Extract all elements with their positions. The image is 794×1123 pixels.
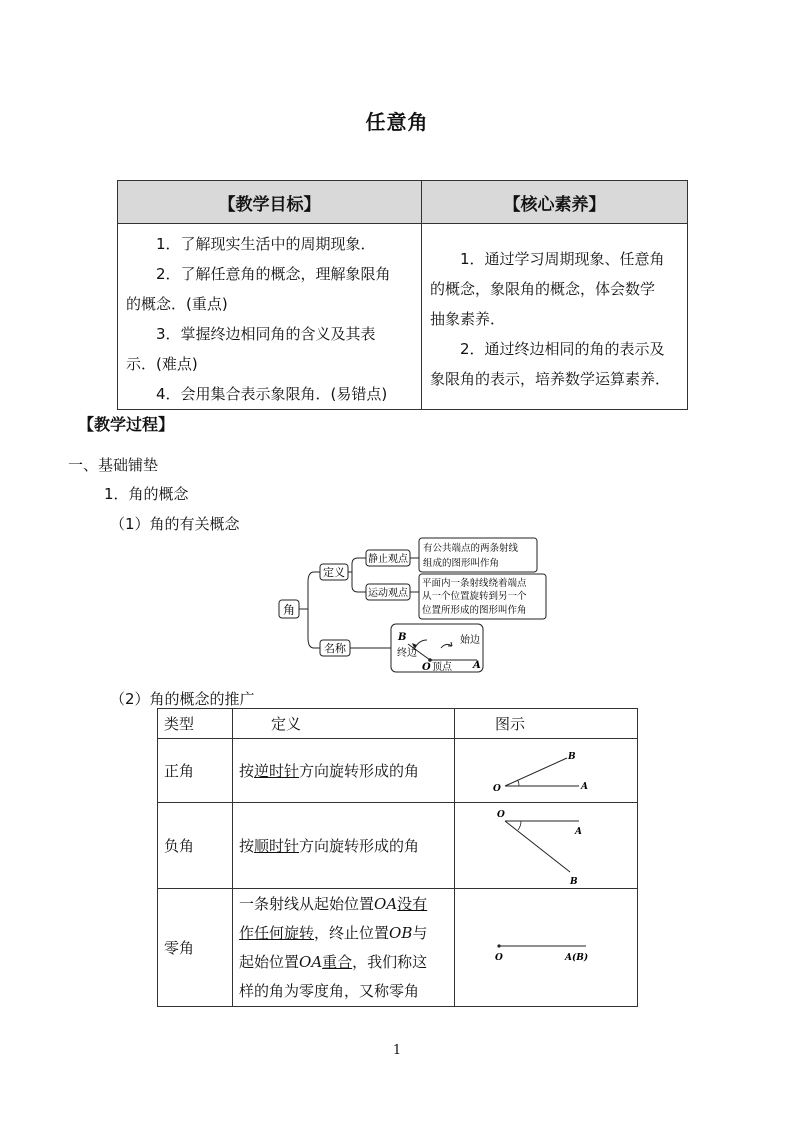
label-b: B [570, 876, 578, 887]
vertex-label: 顶点 [432, 662, 452, 673]
literacy-cell [422, 224, 688, 410]
literacy-header: 【核心素养】 [422, 181, 688, 224]
goals-cell [118, 224, 422, 410]
angle-concept-diagram [270, 532, 560, 682]
goal-line: 3．掌握终边相同角的含义及其表 [156, 325, 376, 343]
literacy-line: 抽象素养． [430, 310, 506, 328]
point-a-label: A [473, 660, 481, 671]
process-heading: 【教学过程】 [78, 415, 175, 434]
objectives-table [117, 180, 688, 410]
motion-definition-text: 平面内一条射线绕着端点 [422, 578, 527, 589]
root-label: 角 [282, 603, 296, 617]
definition-positive: 按逆时针方向旋转形成的角 [233, 739, 455, 803]
figure-positive [455, 739, 638, 803]
definition-label: 定义 [323, 566, 345, 579]
static-view-label: 静止观点 [368, 554, 408, 565]
page-number: 1 [392, 1043, 402, 1058]
definition-negative: 按顺时针方向旋转形成的角 [233, 803, 455, 889]
definition-header: 定义 [233, 709, 455, 739]
table-row [158, 803, 638, 889]
label-a: A [575, 826, 582, 837]
literacy-line: 2．通过终边相同的角的表示及 [460, 340, 665, 358]
label-o: O [497, 809, 505, 820]
figure-zero [455, 889, 638, 1007]
goal-line: 1．了解现实生活中的周期现象． [156, 235, 376, 253]
static-definition-text: 有公共端点的两条射线 [423, 543, 519, 554]
type-positive: 正角 [158, 739, 233, 803]
type-header: 类型 [158, 709, 233, 739]
table-row [158, 739, 638, 803]
terminal-side-label: 终边 [397, 648, 417, 659]
page-title: 任意角 [365, 110, 429, 134]
label-ab: A(B) [565, 952, 589, 963]
label-o: O [493, 783, 501, 794]
figure-header: 图示 [455, 709, 638, 739]
goals-header: 【教学目标】 [118, 181, 422, 224]
vertex-o-label: O [422, 662, 431, 673]
static-definition-text: 组成的图形叫作角 [423, 558, 500, 569]
item-heading: 1．角的概念 [104, 485, 189, 503]
motion-definition-text: 从一个位置旋转到另一个 [422, 591, 527, 602]
label-a: A [581, 781, 588, 792]
goal-line: 2．了解任意角的概念，理解象限角 [156, 265, 391, 283]
literacy-line: 象限角的表示，培养数学运算素养． [430, 370, 671, 388]
section-heading: 一、基础铺垫 [68, 456, 159, 474]
initial-side-label: 始边 [460, 635, 480, 646]
literacy-line: 的概念，象限角的概念，体会数学 [430, 280, 656, 298]
figure-negative [455, 803, 638, 889]
goal-line: 的概念．(重点) [126, 295, 228, 313]
definition-zero: 一条射线从起始位置OA没有 作任何旋转，终止位置OB与 起始位置OA重合，我们称这 样的角为零度角，又称零角 [233, 889, 455, 1007]
literacy-line: 1．通过学习周期现象、任意角 [460, 250, 665, 268]
goal-line: 示．(难点) [126, 355, 198, 373]
subitem-heading: （1）角的有关概念 [110, 515, 240, 533]
label-o: O [495, 952, 503, 963]
type-negative: 负角 [158, 803, 233, 889]
table-row [158, 889, 638, 1007]
type-zero: 零角 [158, 889, 233, 1007]
motion-definition-text: 位置所形成的图形叫作角 [422, 605, 527, 616]
angle-types-table [157, 708, 638, 1007]
motion-view-label: 运动观点 [368, 588, 408, 599]
naming-label: 名称 [324, 642, 346, 655]
point-b-label: B [398, 632, 407, 643]
subitem-heading: （2）角的概念的推广 [110, 690, 255, 708]
goal-line: 4．会用集合表示象限角．(易错点) [156, 385, 388, 403]
label-b: B [568, 751, 576, 762]
